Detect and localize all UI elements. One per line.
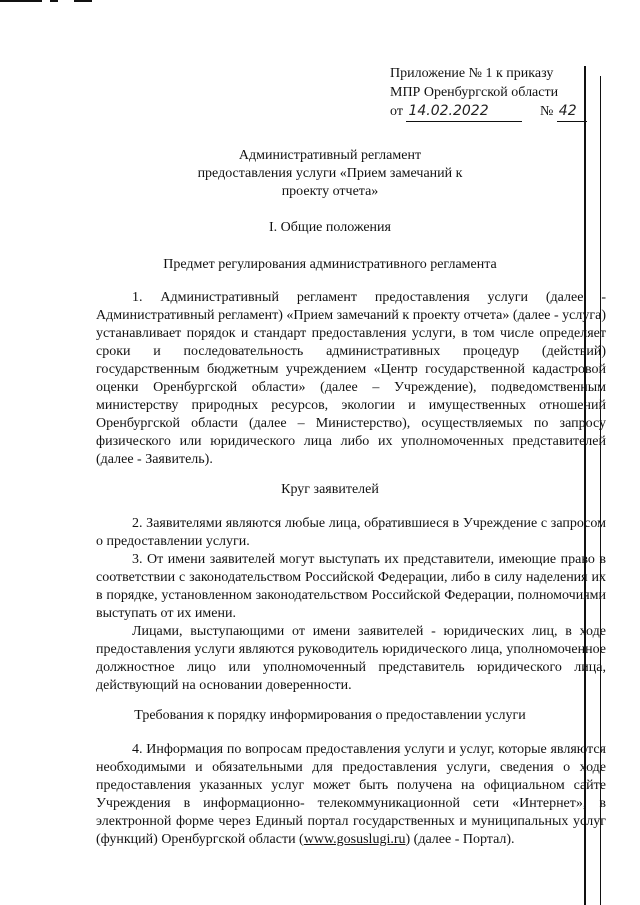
number-label: № [539,104,554,119]
from-label: от [390,104,403,119]
informing-heading: Требования к порядку информирования о предоставлении услуги [134,708,526,723]
handwritten-number: 42 [557,102,587,122]
paragraph-2: 2. Заявителями являются любые лица, обратившиеся в Учреждение с запросом о предоставлении услуги. [96,516,606,549]
paragraph-4-end: ) (далее - Портал). [405,832,515,847]
paragraph-4 [96,741,606,849]
title-line-3: проекту отчета» [281,184,379,199]
section-subheading: Предмет регулирования административного регламента [163,257,497,272]
title-line-2: предоставления услуги «Прием замечаний к [197,166,463,181]
paragraph-1: 1. Административный регламент предоставления услуги (далее - Административный регламент) «Прием замечаний к проекту отчета» (далее - услуга) устанавливает порядок и стандарт предоставления услуги, в том числе определяет сроки и последовательность административных процедур (действий) государственным бюджетным учреждением «Центр государственной кадастровой оценки Оренбургской области» (далее – Учреждение), подведомственным министерству природных ресурсов, экологии и имущественных отношений Оренбургской области (далее – Министерство), осуществляемых по запросу физического или юридического лица либо их уполномоченных представителей (далее - Заявитель). [96,290,606,467]
appendix-block [390,64,587,122]
paragraph-3: 3. От имени заявителей могут выступать их представители, имеющие право в соответствии с законодательством Российской Федерации, либо в силу наделения их в порядке, установленном законодательством Российской Федерации, полномочиями выступать от их имени. [96,552,606,621]
document-title [90,147,570,201]
paragraph-3b: Лицами, выступающими от имени заявителей - юридических лиц, в ходе предоставления услуги являются руководитель юридического лица, уполномоченное должностное лицо или уполномоченный представитель юридического лица, действующий на основании доверенности. [96,624,606,693]
appendix-line-3 [390,102,587,122]
title-line-1: Административный регламент [238,148,422,163]
scan-edge-mark-top-3 [74,0,92,2]
paragraph-4-text: 4. Информация по вопросам предоставления услуги и услуг, которые являются необходимыми и обязательными для предоставления услуги, сведения о ходе предоставления указанных услуг может быть получена на официальном сайте Учреждения в информационно- телекоммуникационной сети «Интернет», в электронной форме через Единый портал государственных и муниципальных услуг (функций) Оренбургской области ( [96,742,606,847]
applicants-heading: Круг заявителей [281,482,379,497]
scan-edge-mark-top-2 [50,0,58,2]
section-heading: I. Общие положения [269,220,391,235]
portal-link[interactable]: www.gosuslugi.ru [303,832,406,847]
appendix-line-1: Приложение № 1 к приказу [390,66,554,81]
scan-edge-mark-top [0,0,42,2]
appendix-line-2: МПР Оренбургской области [390,85,559,100]
handwritten-date: 14.02.2022 [406,102,522,122]
